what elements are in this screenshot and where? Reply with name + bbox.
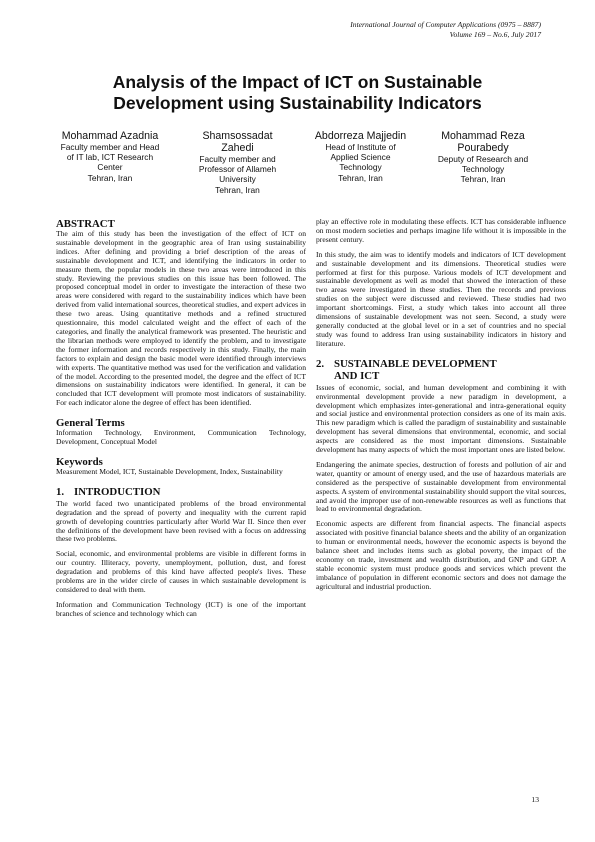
author-affiliation: Professor of Allameh	[198, 164, 277, 175]
author-location: Tehran, Iran	[215, 184, 260, 195]
section-2-heading	[316, 358, 566, 382]
author-affiliation: Head of Institute of	[325, 142, 396, 152]
author-affiliation: Technology	[339, 162, 382, 173]
author-name: Abdorreza Majjedin	[314, 130, 407, 142]
journal-name: International Journal of Computer Applications (0975 – 8887)	[350, 20, 541, 29]
author-location: Tehran, Iran	[338, 172, 383, 183]
author-block	[180, 130, 295, 195]
journal-volume: Volume 169 – No.6, July 2017	[449, 30, 541, 39]
author-location: Tehran, Iran	[87, 172, 133, 183]
section-number: 2.	[316, 357, 325, 370]
author-block	[50, 130, 170, 183]
paragraph: Information and Communication Technology (ICT) is one of the important branches of science and technology which can	[56, 599, 306, 618]
paragraph: In this study, the aim was to identify models and indicators of ICT development and sustainable development and its dimensions. Theoretical studies were performed at first for this purpose. Various models of ICT development and sustainable development as well as model that showed the interaction of these two areas were investigated in these studies. Then the records and previous studies on the subject were discussed and reviewed. These studies had two important shortcomings. First, a study which takes into account all three dimensions of sustainable development was not seen. Second, a study were generally conducted at the global level or in a set of countries and no special study was found to address Iran using sustainability indicators in history and literature.	[316, 249, 566, 348]
section-title: INTRODUCTION	[74, 485, 161, 498]
author-affiliation: of IT lab, ICT Research	[66, 152, 154, 163]
keywords-heading: Keywords	[56, 455, 103, 468]
abstract-heading: ABSTRACT	[56, 218, 115, 230]
author-location: Tehran, Iran	[460, 174, 506, 185]
author-affiliation: Center	[97, 162, 123, 173]
author-name: Mohammad Reza	[441, 130, 525, 142]
author-name: Zahedi	[221, 142, 254, 154]
author-name: Pourabedy	[457, 142, 509, 154]
left-column	[56, 218, 306, 625]
paragraph: Issues of economic, social, and human development and combining it with environmental development provide a new paradigm in development, a development which emphasizes inter-generational and intra-generational equity and social justice and environmental protection considers as one of its main axis. This new paradigm which is called the paradigm of sustainability and sustainable development has several dimensions that environmental, economic, and social aspects are considered as the most important dimensions. Sustainable development has many aspects of which the most important ones are listed below.	[316, 382, 566, 455]
section-number: 1.	[56, 485, 65, 498]
author-name: Shamsossadat	[202, 130, 273, 142]
paragraph: Social, economic, and environmental problems are visible in different forms in our country. Illiteracy, poverty, unemployment, pollution, dust, and forest degradation and problems of this kind have affected people's lives. These problems are in the wider circle of causes in which sustainable development is considered to deal with them.	[56, 549, 306, 594]
author-affiliation: Applied Science	[330, 152, 391, 163]
paper-title	[60, 72, 535, 114]
paragraph: Endangering the animate species, destruction of forests and pollution of air and water, quantity or amount of energy used, and the use of hazardous materials are considered as the perspective of sustainable development from environmental aspects. A system of environmental sustainability should support the vital sources, and avoid the improper use of non-renewable resources as well as functions that lead to environmental degradation.	[316, 459, 566, 514]
right-column	[316, 218, 566, 598]
keywords-text: Measurement Model, ICT, Sustainable Development, Index, Sustainability	[56, 466, 283, 476]
paragraph: play an effective role in modulating these effects. ICT has considerable influence on most modern societies and perhaps imagine life without it is impossible in the present century.	[316, 217, 566, 244]
author-affiliation: Technology	[461, 164, 505, 175]
paragraph: The world faced two unanticipated problems of the broad environmental degradation and the spread of poverty and inequality with the current rapid growth of developing countries particularly after World War II. Since then ever the definitions of the development have been revised with a focus on addressing these two problems.	[56, 498, 306, 544]
journal-header	[350, 20, 541, 40]
paragraph: Economic aspects are different from financial aspects. The financial aspects associated with positive financial balance sheets and the ability of an organization to human or environmental needs, however the economic aspects is beyond the balance sheet and includes items such as global poverty, the impact of the economy on trade, investment and wealth distribution, and GNP and GDP. A stable economic system must produce goods and services which prevent the imbalance of population in different economic sectors and does not damage the agricultural and industrial production.	[316, 519, 566, 591]
title-line-2: Development using Sustainability Indicators	[113, 93, 482, 113]
general-terms-text: Information Technology, Environment, Communication Technology, Development, Conceptual Model	[56, 428, 306, 447]
introduction-heading	[56, 486, 306, 498]
author-name: Mohammad Azadnia	[61, 130, 159, 142]
author-block	[423, 130, 543, 185]
author-affiliation: Deputy of Research and	[437, 154, 529, 164]
section-title: SUSTAINABLE DEVELOPMENT	[334, 357, 497, 370]
author-affiliation: Faculty member and Head	[60, 142, 160, 152]
general-terms-heading: General Terms	[56, 417, 125, 430]
author-block	[303, 130, 418, 183]
author-affiliation: University	[219, 174, 256, 185]
abstract-text: The aim of this study has been the investigation of the effect of ICT on sustainable development in the geographic area of Iran using sustainability indices. After defining and providing a brief description of the areas of sustainable development and ICT, and identifying the indicators in order to measure them, the popular models in these two areas were introduced in this study. Reviewing the previous studies on this issue has been followed. The proposed conceptual model in order to investigate the interaction of these two areas were considered with regard to the sustainability indices which have been derived from valid international sources, theoretical studies, and expert advices in these two areas. Using quantitative methods and a refined structured questionnaire, this model calculated weight and the effect of each of the categories, and finally the analytical framework was presented. The heuristic and the librarian methods were employed to identify the problem, and to investigate the former information and records respectively in this study. Finally, the main factors to explain and design the basic model were identified through interviews with experts. The quantitative method was used for the verification and validation of the model. According to the presented model, the degree and the effect of ICT dimensions on sustainability indicators were identified. In general, it can be concluded that ICT development will promote most indicators of sustainability. For each indicator alone the degree of effect has been identified.	[56, 229, 306, 408]
page-number: 13	[531, 795, 539, 804]
title-line-1: Analysis of the Impact of ICT on Sustainable	[112, 72, 483, 92]
section-title-cont: AND ICT	[334, 369, 380, 382]
author-affiliation: Faculty member and	[199, 154, 276, 164]
